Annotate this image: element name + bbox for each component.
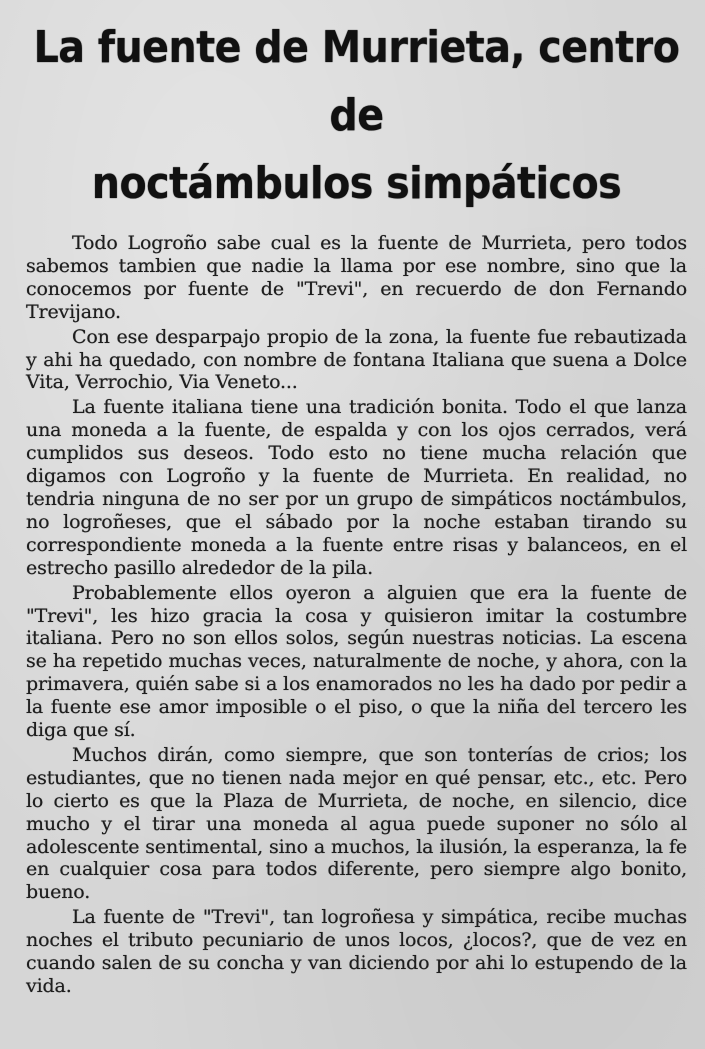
paragraph-1: Todo Logroño sabe cual es la fuente de Murrieta, pero todos sabemos tambien que nadie la llama por ese nombre, sino que la conocemos por fuente de "Trevi", en recuerdo de don Fernando Trevijano. bbox=[26, 232, 687, 323]
headline-line-2: noctámbulos simpáticos bbox=[91, 158, 622, 209]
headline-line-1: La fuente de Murrieta, centro de bbox=[33, 22, 680, 141]
paragraph-4: Probablemente ellos oyeron a alguien que era la fuente de "Trevi", les hizo gracia la cosa y quisieron imitar la costumbre italiana. Pero no son ellos solos, según nuestras noticias. La escena se ha repetido muchas veces, naturalmente de noche, y ahora, con la primavera, quién sabe si a los enamorados no les ha dado por pedir a la fuente ese amor imposible o el piso, o que la niña del tercero les diga que sí. bbox=[26, 581, 687, 742]
article-headline bbox=[26, 14, 687, 218]
paragraph-2: Con ese desparpajo propio de la zona, la fuente fue rebautizada y ahi ha quedado, con nombre de fontana Italiana que suena a Dolce Vita, Verrochio, Via Veneto... bbox=[26, 325, 687, 394]
paragraph-3: La fuente italiana tiene una tradición bonita. Todo el que lanza una moneda a la fuente, de espalda y con los ojos cerrados, verá cumplidos sus deseos. Todo esto no tiene mucha relación que digamos con Logroño y la fuente de Murrieta. En realidad, no tendria ninguna de no ser por un grupo de simpáticos noctámbulos, no logroñeses, que el sábado por la noche estaban tirando su correspondiente moneda a la fuente entre risas y balanceos, en el estrecho pasillo alrededor de la pila. bbox=[26, 396, 687, 579]
paragraph-6: La fuente de "Trevi", tan logroñesa y simpática, recibe muchas noches el tributo pecuniario de unos locos, ¿locos?, que de vez en cuando salen de su concha y van diciendo por ahi lo estupendo de la vida. bbox=[26, 906, 687, 997]
article-body bbox=[26, 232, 687, 998]
paragraph-5: Muchos dirán, como siempre, que son tonterías de crios; los estudiantes, que no tienen nada mejor en qué pensar, etc., etc. Pero lo cierto es que la Plaza de Murrieta, de noche, en silencio, dice mucho y el tirar una moneda al agua puede suponer no sólo al adolescente sentimental, sino a muchos, la ilusión, la esperanza, la fe en cualquier cosa para todos diferente, pero siempre algo bonito, bueno. bbox=[26, 743, 687, 904]
